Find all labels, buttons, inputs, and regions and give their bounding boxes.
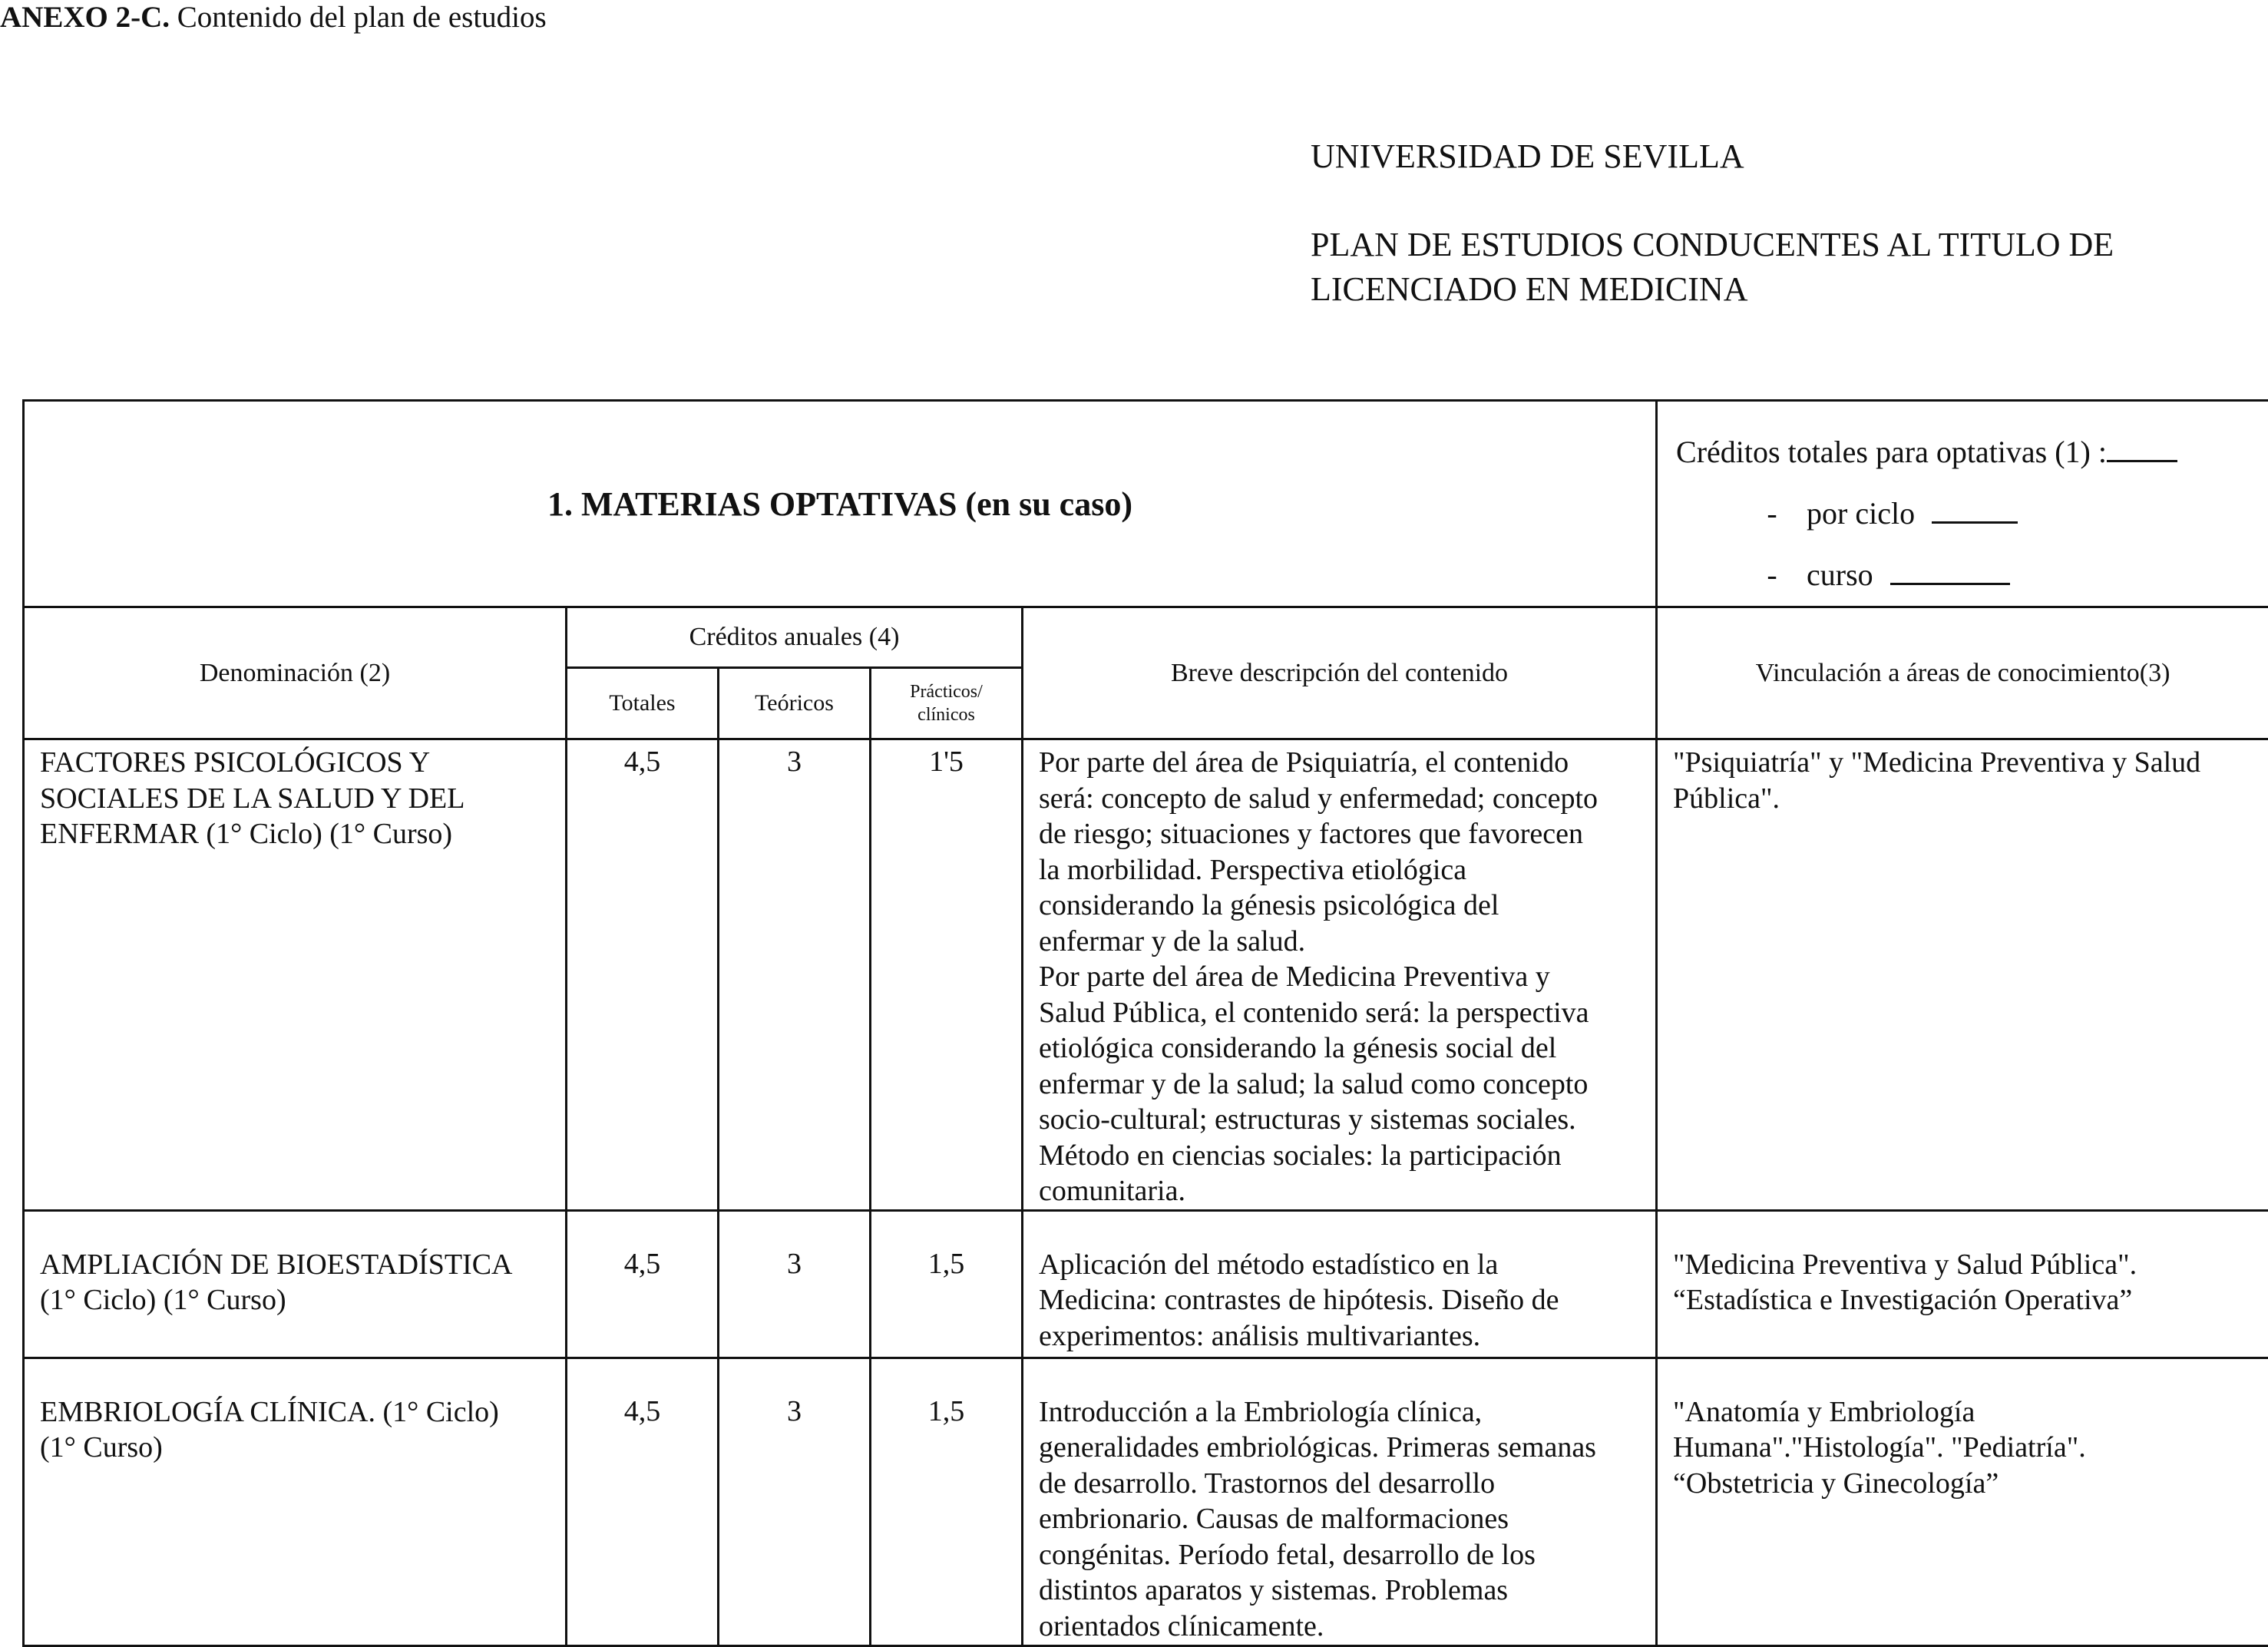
subject-name-line: AMPLIACIÓN DE BIOESTADÍSTICA xyxy=(40,1247,556,1283)
annex-label: ANEXO 2-C. xyxy=(0,1,170,34)
col-teoricos: Teóricos xyxy=(719,668,871,739)
description-line: experimentos: análisis multivariantes. xyxy=(1039,1318,1641,1354)
knowledge-area-line: "Anatomía y Embriología xyxy=(1673,1394,2259,1430)
subject-name xyxy=(24,1210,567,1358)
subject-description xyxy=(1023,739,1657,1211)
subject-name-line: (1° Curso) xyxy=(40,1430,556,1466)
description-line: Por parte del área de Medicina Preventiva y xyxy=(1039,959,1641,995)
subject-name xyxy=(24,1358,567,1645)
subject-name xyxy=(24,739,567,1211)
description-line: comunitaria. xyxy=(1039,1173,1641,1209)
description-line: de riesgo; situaciones y factores que favorecen xyxy=(1039,816,1641,852)
annex-heading xyxy=(0,0,547,35)
description-line: Por parte del área de Psiquiatría, el contenido xyxy=(1039,745,1641,781)
knowledge-areas xyxy=(1657,1358,2268,1645)
subject-name-line: FACTORES PSICOLÓGICOS Y xyxy=(40,745,556,781)
knowledge-area-line: "Medicina Preventiva y Salud Pública". xyxy=(1673,1247,2259,1283)
optional-subjects-table xyxy=(22,399,2268,1647)
credits-teoricos: 3 xyxy=(719,1210,871,1358)
course-dash: - xyxy=(1745,544,1799,606)
course-label: curso xyxy=(1807,557,1873,592)
subject-name-line: ENFERMAR (1° Ciclo) (1° Curso) xyxy=(40,816,556,852)
credits-total-label: Créditos totales para optativas (1) : xyxy=(1676,435,2107,469)
table-row xyxy=(24,1210,2268,1358)
description-line: la morbilidad. Perspectiva etiológica xyxy=(1039,852,1641,888)
knowledge-area-line: "Psiquiatría" y "Medicina Preventiva y Salud xyxy=(1673,745,2259,781)
knowledge-areas xyxy=(1657,1210,2268,1358)
annex-title: Contenido del plan de estudios xyxy=(177,1,547,34)
col-vinculacion: Vinculación a áreas de conocimiento(3) xyxy=(1657,607,2268,739)
subject-description xyxy=(1023,1210,1657,1358)
col-practicos-line-1: Prácticos/ xyxy=(871,680,1021,703)
description-line: Introducción a la Embriología clínica, xyxy=(1039,1394,1641,1430)
per-cycle-label: por ciclo xyxy=(1807,496,1915,531)
description-line: Método en ciencias sociales: la participación xyxy=(1039,1138,1641,1174)
section-header-row xyxy=(24,401,2268,607)
credits-practicos: 1,5 xyxy=(871,1358,1023,1645)
university-name: UNIVERSIDAD DE SEVILLA xyxy=(1311,137,1744,176)
subject-name-line: EMBRIOLOGÍA CLÍNICA. (1° Ciclo) xyxy=(40,1394,556,1430)
description-line: enfermar y de la salud. xyxy=(1039,924,1641,960)
col-totales: Totales xyxy=(567,668,719,739)
table-row xyxy=(24,739,2268,1211)
credits-totales: 4,5 xyxy=(567,1358,719,1645)
plan-title-line-2: LICENCIADO EN MEDICINA xyxy=(1311,267,2114,312)
credits-totales: 4,5 xyxy=(567,739,719,1211)
description-line: etiológica considerando la génesis social del xyxy=(1039,1030,1641,1067)
credits-box xyxy=(1657,401,2268,607)
description-line: de desarrollo. Trastornos del desarrollo xyxy=(1039,1466,1641,1502)
knowledge-area-line: “Estadística e Investigación Operativa” xyxy=(1673,1282,2259,1318)
knowledge-areas xyxy=(1657,739,2268,1211)
description-line: congénitas. Período fetal, desarrollo de los xyxy=(1039,1537,1641,1573)
credits-teoricos: 3 xyxy=(719,739,871,1211)
knowledge-area-line: Humana"."Histología". "Pediatría". xyxy=(1673,1430,2259,1466)
description-line: será: concepto de salud y enfermedad; concepto xyxy=(1039,781,1641,817)
knowledge-area-line: Pública". xyxy=(1673,781,2259,817)
per-cycle-line xyxy=(1676,483,2268,544)
description-line: Medicina: contrastes de hipótesis. Diseño de xyxy=(1039,1282,1641,1318)
description-line: Aplicación del método estadístico en la xyxy=(1039,1247,1641,1283)
description-line: socio-cultural; estructuras y sistemas sociales. xyxy=(1039,1102,1641,1138)
table-row xyxy=(24,1358,2268,1645)
subject-name-line: SOCIALES DE LA SALUD Y DEL xyxy=(40,781,556,817)
per-cycle-dash: - xyxy=(1745,483,1799,544)
description-line: considerando la génesis psicológica del xyxy=(1039,888,1641,924)
plan-title xyxy=(1311,223,2114,312)
col-practicos xyxy=(871,668,1023,739)
col-creditos-anuales: Créditos anuales (4) xyxy=(567,607,1023,668)
plan-title-line-1: PLAN DE ESTUDIOS CONDUCENTES AL TITULO DE xyxy=(1311,223,2114,267)
knowledge-area-line: “Obstetricia y Ginecología” xyxy=(1673,1466,2259,1502)
column-header-row-1 xyxy=(24,607,2268,668)
description-line: distintos aparatos y sistemas. Problemas xyxy=(1039,1573,1641,1609)
credits-practicos: 1,5 xyxy=(871,1210,1023,1358)
description-line: orientados clínicamente. xyxy=(1039,1609,1641,1645)
course-line xyxy=(1676,544,2268,606)
section-title: 1. MATERIAS OPTATIVAS (en su caso) xyxy=(24,401,1657,607)
subject-description xyxy=(1023,1358,1657,1645)
credits-teoricos: 3 xyxy=(719,1358,871,1645)
description-line: embrionario. Causas de malformaciones xyxy=(1039,1501,1641,1537)
per-cycle-blank xyxy=(1932,521,2018,524)
description-line: enfermar y de la salud; la salud como concepto xyxy=(1039,1067,1641,1103)
col-practicos-line-2: clínicos xyxy=(871,703,1021,726)
col-denominacion: Denominación (2) xyxy=(24,607,567,739)
description-line: generalidades embriológicas. Primeras semanas xyxy=(1039,1430,1641,1466)
credits-total-line xyxy=(1676,422,2268,483)
credits-totales: 4,5 xyxy=(567,1210,719,1358)
course-blank xyxy=(1890,583,2010,585)
credits-practicos: 1'5 xyxy=(871,739,1023,1211)
col-descripcion: Breve descripción del contenido xyxy=(1023,607,1657,739)
description-line: Salud Pública, el contenido será: la perspectiva xyxy=(1039,995,1641,1031)
credits-total-blank xyxy=(2107,460,2177,462)
subject-name-line: (1° Ciclo) (1° Curso) xyxy=(40,1282,556,1318)
